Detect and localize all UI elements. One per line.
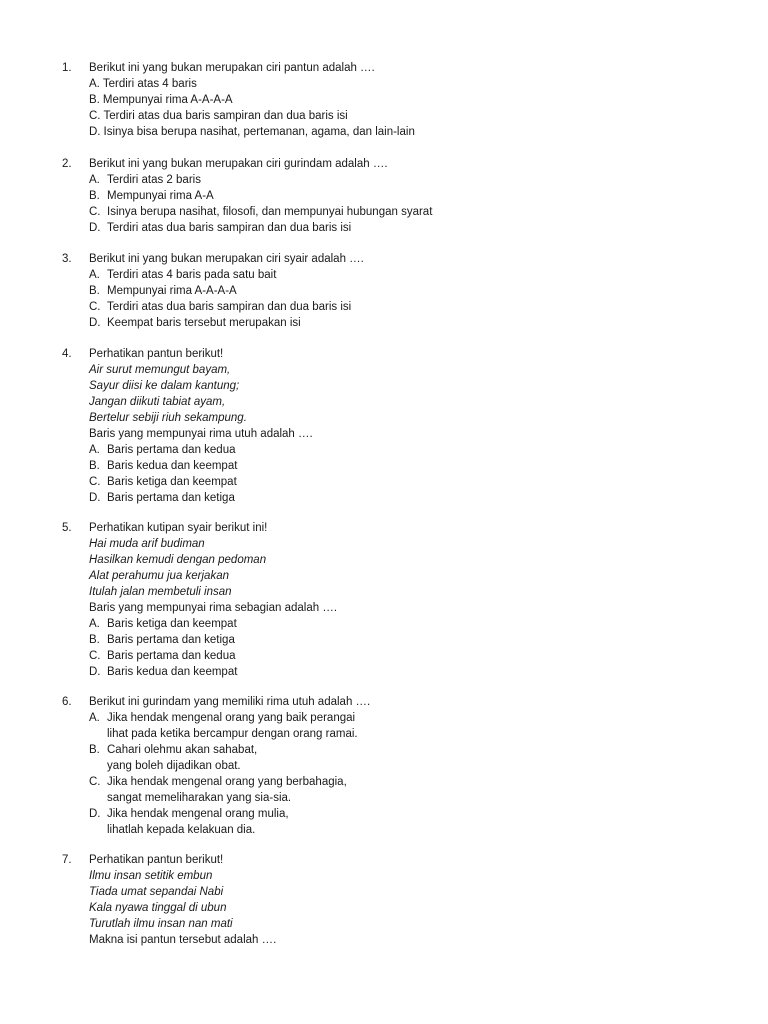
option-list: [89, 76, 729, 140]
option-list: [89, 267, 729, 331]
option-text-continued: lihatlah kepada kelakuan dia.: [107, 824, 256, 836]
option-text-continued: sangat memeliharakan yang sia-sia.: [107, 792, 292, 804]
verse-line: Tiada umat sepandai Nabi: [89, 886, 224, 898]
question-stem: Berikut ini yang bukan merupakan ciri pantun adalah ….: [89, 62, 375, 74]
option-text: Baris kedua dan keempat: [107, 460, 238, 472]
question-number: 4.: [62, 348, 72, 360]
option-a: [89, 710, 729, 726]
option-c: [89, 474, 729, 490]
option-text: Baris ketiga dan keempat: [107, 476, 237, 488]
verse-line: Kala nyawa tinggal di ubun: [89, 902, 227, 914]
verse-line: Air surut memungut bayam,: [89, 364, 231, 376]
option-d: [89, 315, 729, 331]
option-letter: D.: [89, 666, 101, 678]
option-letter: B.: [89, 94, 100, 106]
option-letter: A.: [89, 78, 100, 90]
option-list: [89, 710, 729, 838]
option-letter: D.: [89, 492, 101, 504]
option-text: Baris pertama dan ketiga: [107, 492, 235, 504]
option-letter: B.: [89, 190, 100, 202]
verse-line: Itulah jalan membetuli insan: [89, 586, 232, 598]
option-d: [89, 806, 729, 822]
question-stem: Perhatikan pantun berikut!: [89, 854, 224, 866]
question-stem: Berikut ini yang bukan merupakan ciri gurindam adalah ….: [89, 158, 388, 170]
question-stem: Berikut ini yang bukan merupakan ciri syair adalah ….: [89, 253, 364, 265]
option-letter: B.: [89, 460, 100, 472]
question-number: 7.: [62, 854, 72, 866]
option-text: Isinya berupa nasihat, filosofi, dan mempunyai hubungan syarat: [107, 206, 433, 218]
question-prompt: Makna isi pantun tersebut adalah ….: [89, 934, 277, 946]
option-d: [89, 664, 729, 680]
option-c: [89, 299, 729, 315]
question-number: 3.: [62, 253, 72, 265]
question-number: 5.: [62, 522, 72, 534]
option-text: Jika hendak mengenal orang yang baik perangai: [107, 712, 356, 724]
option-a: [89, 76, 729, 92]
option-letter: A.: [89, 444, 100, 456]
option-letter: A.: [89, 618, 100, 630]
option-c: [89, 108, 729, 124]
question-body: [89, 694, 729, 838]
option-d: [89, 124, 729, 140]
option-b: [89, 188, 729, 204]
option-b: [89, 632, 729, 648]
question-body: [89, 251, 729, 331]
verse-line: Bertelur sebiji riuh sekampung.: [89, 412, 247, 424]
question-prompt: Baris yang mempunyai rima sebagian adalah ….: [89, 602, 338, 614]
option-letter: C.: [89, 650, 101, 662]
question-body: [89, 346, 729, 506]
option-text-continued: yang boleh dijadikan obat.: [107, 760, 241, 772]
option-letter: C.: [89, 476, 101, 488]
question-body: [89, 60, 729, 140]
option-text: Baris pertama dan kedua: [107, 650, 236, 662]
option-text: Terdiri atas 4 baris: [102, 78, 197, 90]
option-letter: D.: [89, 317, 101, 329]
option-letter: A.: [89, 712, 100, 724]
option-text: Jika hendak mengenal orang yang berbahagia,: [107, 776, 347, 788]
question-body: [89, 520, 729, 680]
question-body: [89, 156, 729, 236]
option-text: Baris kedua dan keempat: [107, 666, 238, 678]
option-text: Terdiri atas 2 baris: [107, 174, 201, 186]
option-text: Cahari olehmu akan sahabat,: [107, 744, 258, 756]
option-letter: A.: [89, 269, 100, 281]
option-text: Mempunyai rima A-A: [107, 190, 214, 202]
option-letter: D.: [89, 126, 101, 138]
option-letter: C.: [89, 110, 101, 122]
option-letter: C.: [89, 776, 101, 788]
question-number: 1.: [62, 62, 72, 74]
option-text: Baris pertama dan kedua: [107, 444, 236, 456]
option-b: [89, 742, 729, 758]
question-body: [89, 852, 729, 948]
option-a: [89, 267, 729, 283]
option-letter: B.: [89, 634, 100, 646]
question-number: 6.: [62, 696, 72, 708]
option-text: Terdiri atas 4 baris pada satu bait: [107, 269, 277, 281]
option-b: [89, 458, 729, 474]
verse-line: Ilmu insan setitik embun: [89, 870, 213, 882]
option-text: Mempunyai rima A-A-A-A: [107, 285, 237, 297]
verse-line: Hasilkan kemudi dengan pedoman: [89, 554, 267, 566]
option-list: [89, 616, 729, 680]
option-text: Terdiri atas dua baris sampiran dan dua baris isi: [107, 301, 352, 313]
question-number: 2.: [62, 158, 72, 170]
question-stem: Berikut ini gurindam yang memiliki rima utuh adalah ….: [89, 696, 371, 708]
option-letter: A.: [89, 174, 100, 186]
option-c: [89, 774, 729, 790]
question-stem: Perhatikan kutipan syair berikut ini!: [89, 522, 268, 534]
option-text: Terdiri atas dua baris sampiran dan dua baris isi: [107, 222, 352, 234]
option-text: Jika hendak mengenal orang mulia,: [107, 808, 289, 820]
option-text: Mempunyai rima A-A-A-A: [102, 94, 233, 106]
verse-line: Sayur diisi ke dalam kantung;: [89, 380, 240, 392]
option-a: [89, 172, 729, 188]
option-text-continued: lihat pada ketika bercampur dengan orang ramai.: [107, 728, 358, 740]
verse-line: Jangan diikuti tabiat ayam,: [89, 396, 226, 408]
verse-line: Alat perahumu jua kerjakan: [89, 570, 229, 582]
option-b: [89, 283, 729, 299]
option-letter: D.: [89, 808, 101, 820]
option-text: Isinya bisa berupa nasihat, pertemanan, agama, dan lain-lain: [103, 126, 415, 138]
option-letter: D.: [89, 222, 101, 234]
option-a: [89, 616, 729, 632]
option-c: [89, 204, 729, 220]
verse-line: Hai muda arif budiman: [89, 538, 205, 550]
option-c: [89, 648, 729, 664]
option-d: [89, 490, 729, 506]
option-letter: C.: [89, 301, 101, 313]
option-list: [89, 442, 729, 506]
option-a: [89, 442, 729, 458]
option-text: Baris ketiga dan keempat: [107, 618, 237, 630]
option-list: [89, 172, 729, 236]
option-text: Terdiri atas dua baris sampiran dan dua baris isi: [103, 110, 348, 122]
option-letter: B.: [89, 744, 100, 756]
question-stem: Perhatikan pantun berikut!: [89, 348, 224, 360]
verse-line: Turutlah ilmu insan nan mati: [89, 918, 233, 930]
option-text: Keempat baris tersebut merupakan isi: [107, 317, 301, 329]
question-prompt: Baris yang mempunyai rima utuh adalah ….: [89, 428, 313, 440]
option-letter: B.: [89, 285, 100, 297]
option-letter: C.: [89, 206, 101, 218]
option-d: [89, 220, 729, 236]
option-text: Baris pertama dan ketiga: [107, 634, 235, 646]
option-b: [89, 92, 729, 108]
